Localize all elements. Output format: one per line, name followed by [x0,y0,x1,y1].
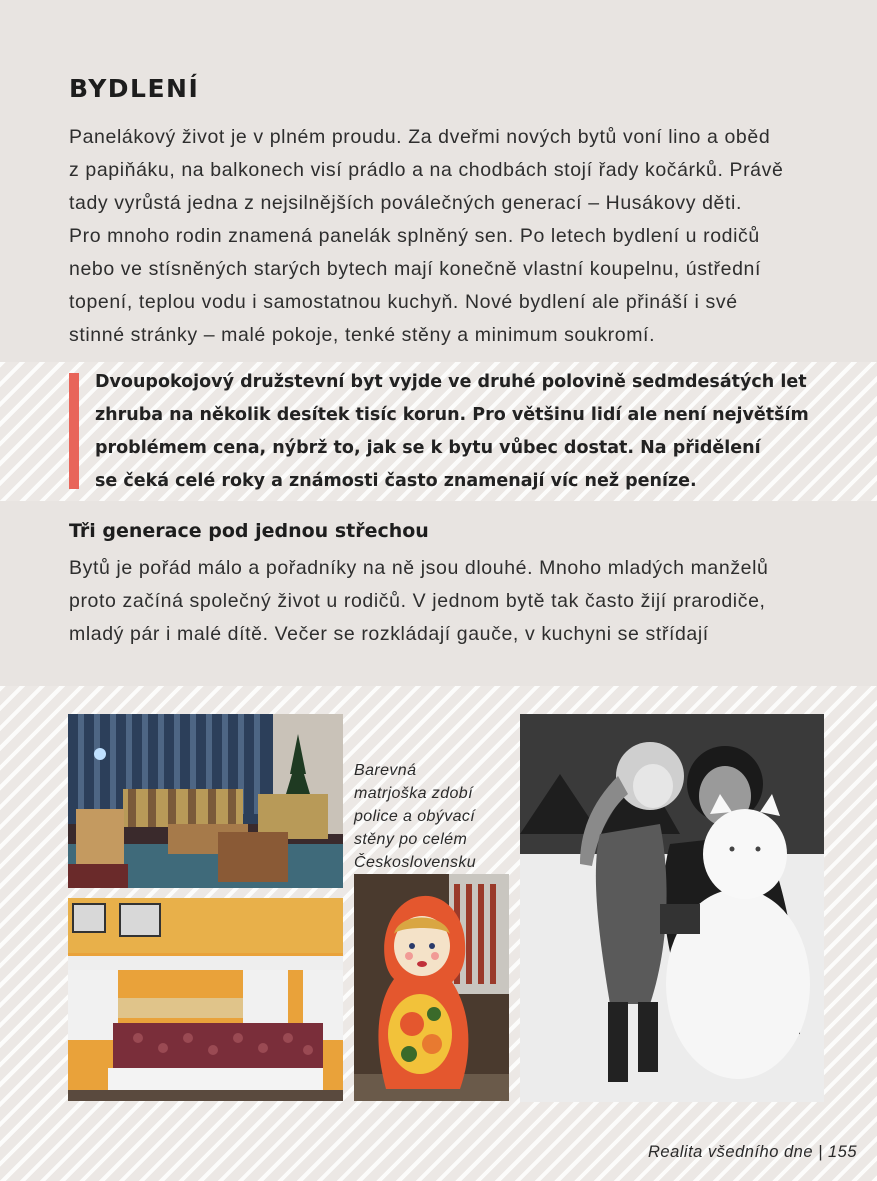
paragraph-line: tady vyrůstá jedna z nejsilnějších poválečných generací – Husákovy děti. [69,192,742,214]
intro-paragraph [69,121,814,352]
living-room-photo [68,714,343,888]
section-title: BYDLENÍ [69,74,200,103]
caption-line: Československu [354,854,477,871]
paragraph-line: topení, teplou vodu i samostatnou kuchyň. Nové bydlení ale přináší i své [69,291,738,313]
paragraph-line: nebo ve stísněných starých bytech mají konečně vlastní koupelnu, ústřední [69,258,762,280]
photo-caption [354,759,476,874]
paragraph-line: z papiňáku, na balkonech visí prádlo a na chodbách stojí řady kočárků. Právě [69,159,784,181]
paragraph-line: proto začíná společný život u rodičů. V jednom bytě tak často žijí prarodiče, [69,590,766,612]
pull-quote-accent-bar [69,373,79,489]
matryoshka-photo [354,874,509,1101]
quote-line: Dvoupokojový družstevní byt vyjde ve druhé polovině sedmdesátých let [95,372,807,392]
caption-line: matrjoška zdobí [354,785,473,802]
quote-line: zhruba na několik desítek tisíc korun. Pro většinu lidí ale není největším [95,405,809,425]
paragraph-line: Bytů je pořád málo a pořadníky na ně jsou dlouhé. Mnoho mladých manželů [69,557,769,579]
quote-line: se čeká celé roky a známosti často znamenají víc než peníze. [95,471,697,491]
paragraph-line: mladý pár i malé dítě. Večer se rozkládají gauče, v kuchyni se střídají [69,623,709,645]
caption-line: Barevná [354,762,417,779]
caption-line: stěny po celém [354,831,468,848]
second-paragraph [69,552,814,651]
bedroom-photo [68,898,343,1101]
page-footer: Realita všedního dne | 155 [647,1143,857,1161]
subheading: Tři generace pod jednou střechou [69,520,429,542]
caption-line: police a obývací [354,808,476,825]
paragraph-line: Panelákový život je v plném proudu. Za dveřmi nových bytů voní lino a oběd [69,126,771,148]
pull-quote [95,366,809,498]
paragraph-line: Pro mnoho rodin znamená panelák splněný sen. Po letech bydlení u rodičů [69,225,760,247]
paragraph-line: stinné stránky – malé pokoje, tenké stěny a minimum soukromí. [69,324,656,346]
quote-line: problémem cena, nýbrž to, jak se k bytu vůbec dostat. Na přidělení [95,438,761,458]
snowman-photo [520,714,824,1102]
